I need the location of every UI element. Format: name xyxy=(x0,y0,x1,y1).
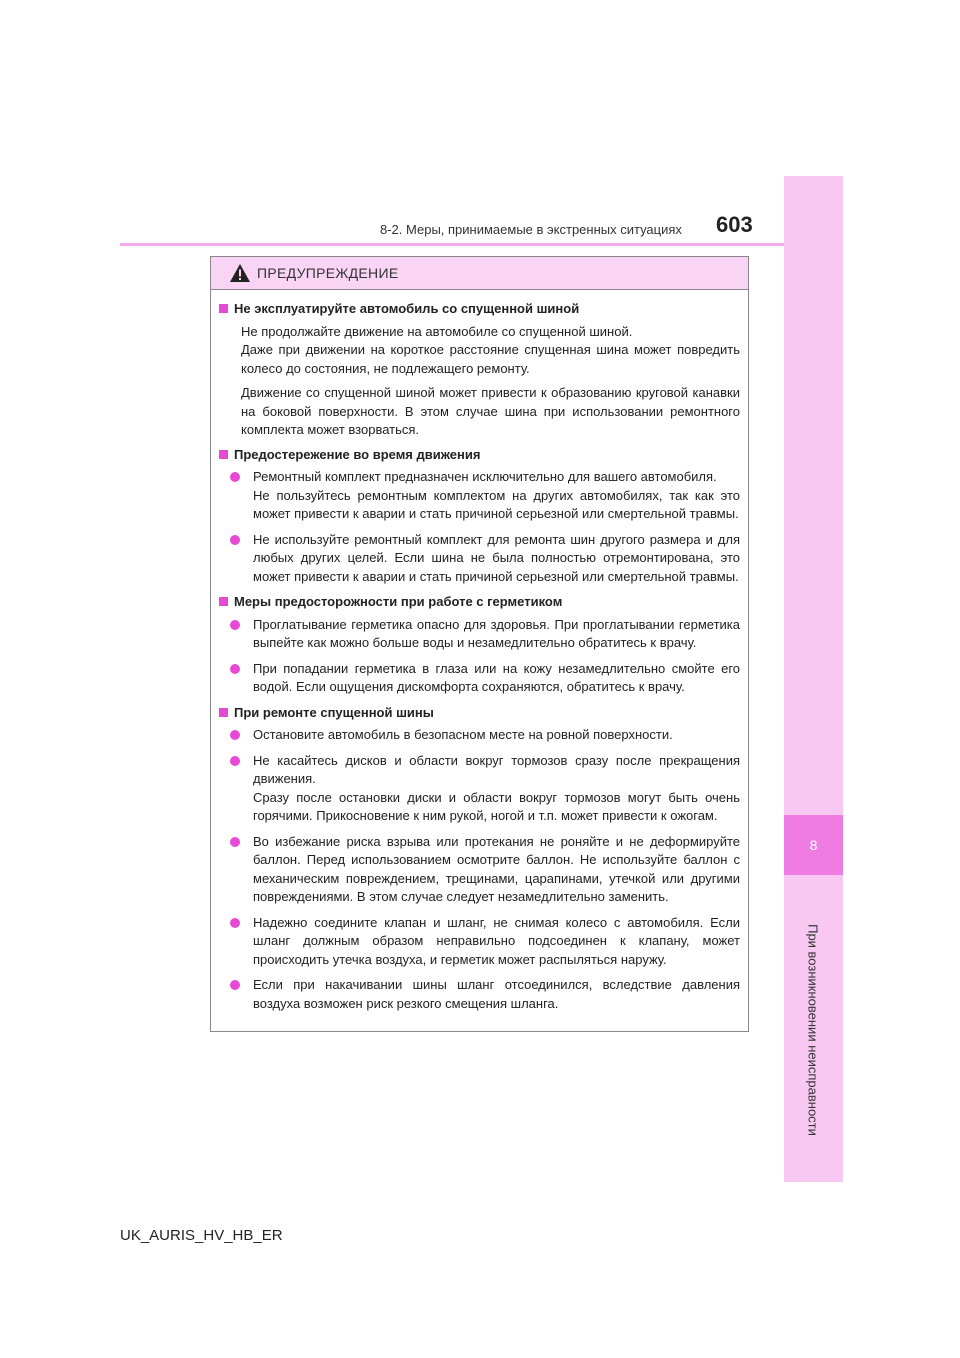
bullet-dot-icon xyxy=(230,918,240,928)
bullet-dot-icon xyxy=(230,756,240,766)
bullet-item: Надежно соедините клапан и шланг, не снимая колесо с автомобиля. Если шланг должным образом неправильно подсоединен к клапану, может происходить утечка воздуха, и герметик может распыляться наружу. xyxy=(219,914,740,970)
bullet-dot-icon xyxy=(230,980,240,990)
bullet-item: Ремонтный комплект предназначен исключительно для вашего автомобиля. Не пользуйтесь ремонтным комплектом на других автомобилях, так как это может привести к аварии и стать причиной серьезной или смертельной травмы. xyxy=(219,468,740,524)
section-title: Не эксплуатируйте автомобиль со спущенной шиной xyxy=(219,300,740,319)
bullet-dot-icon xyxy=(230,620,240,630)
document-code: UK_AURIS_HV_HB_ER xyxy=(120,1227,283,1244)
bullet-item: Во избежание риска взрыва или протекания не роняйте и не деформируйте баллон. Перед использованием осмотрите баллон. Не используйте баллон с механическим повреждением, трещинами, царапинами, утечкой или другими повреждениями. В этом случае следует незамедлительно заменить. xyxy=(219,833,740,907)
square-bullet-icon xyxy=(219,708,228,717)
warning-triangle-icon xyxy=(229,263,251,283)
chapter-label: При возникновении неисправности xyxy=(805,924,821,1136)
section-header: 8-2. Меры, принимаемые в экстренных ситуациях xyxy=(380,222,682,237)
warning-header xyxy=(211,257,748,290)
warning-body xyxy=(211,290,748,1013)
paragraph: Движение со спущенной шиной может привести к образованию круговой канавки на боковой поверхности. В этом случае шина при использовании ремонтного комплекта может взорваться. xyxy=(241,385,740,437)
warning-title: ПРЕДУПРЕЖДЕНИЕ xyxy=(257,265,399,281)
bullet-item: Если при накачивании шины шланг отсоединился, вследствие давления воздуха возможен риск резкого смещения шланга. xyxy=(219,976,740,1013)
bullet-dot-icon xyxy=(230,730,240,740)
bullet-item: Не используйте ремонтный комплект для ремонта шин другого размера и для любых других целей. Если шина не была полностью отремонтирована, это может привести к аварии и стать причиной серьезной или смертельной травмы. xyxy=(219,531,740,587)
section-title: При ремонте спущенной шины xyxy=(219,704,740,723)
bullet-dot-icon xyxy=(230,664,240,674)
bullet-item: Проглатывание герметика опасно для здоровья. При проглатывании герметика выпейте как можно больше воды и незамедлительно обратитесь к врачу. xyxy=(219,616,740,653)
square-bullet-icon xyxy=(219,597,228,606)
chapter-number: 8 xyxy=(784,815,843,875)
bullet-item: Не касайтесь дисков и области вокруг тормозов сразу после прекращения движения. Сразу после остановки диски и области вокруг тормозов могут быть очень горячими. Прикосновение к ним рукой, ногой и т.п. может привести к ожогам. xyxy=(219,752,740,826)
bullet-item: Остановите автомобиль в безопасном месте на ровной поверхности. xyxy=(219,726,740,745)
bullet-item: При попадании герметика в глаза или на кожу незамедлительно смойте его водой. Если ощущения дискомфорта сохраняются, обратитесь к врачу. xyxy=(219,660,740,697)
warning-box xyxy=(210,256,749,1032)
page-number: 603 xyxy=(716,212,753,237)
bullet-dot-icon xyxy=(230,472,240,482)
bullet-dot-icon xyxy=(230,837,240,847)
bullet-dot-icon xyxy=(230,535,240,545)
section-title: Меры предосторожности при работе с герметиком xyxy=(219,593,740,612)
header-divider xyxy=(120,243,842,246)
paragraph: Не продолжайте движение на автомобиле со спущенной шиной. Даже при движении на короткое расстояние спущенная шина может повредить колесо до состояния, не подлежащего ремонту. xyxy=(241,323,740,376)
square-bullet-icon xyxy=(219,450,228,459)
square-bullet-icon xyxy=(219,304,228,313)
section-title: Предостережение во время движения xyxy=(219,446,740,465)
